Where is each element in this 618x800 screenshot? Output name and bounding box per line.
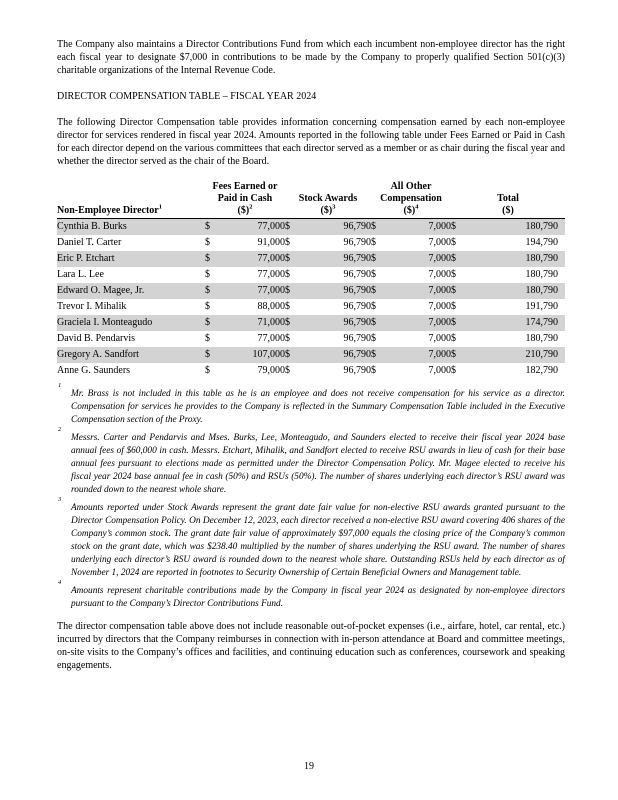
footnote-ref-4: 4 [415, 203, 419, 211]
currency-symbol: $ [285, 269, 290, 280]
currency-symbol: $ [371, 333, 376, 344]
other-compensation-value: 7,000 [428, 317, 451, 328]
section-heading: DIRECTOR COMPENSATION TABLE – FISCAL YEAR 2024 [57, 91, 317, 102]
intro-paragraph: The Company also maintains a Director Contributions Fund from which each incumbent non-employee director has the right each fiscal year to designate $7,000 in contributions to be made by the Company to properly qualified Section 501(c)(3) charitable organizations of the Internal Revenue Code. [57, 39, 565, 76]
director-name: Eric P. Etchart [57, 253, 115, 264]
other-compensation-value: 7,000 [428, 253, 451, 264]
currency-symbol: $ [205, 333, 210, 344]
table-row [57, 347, 565, 363]
footnote-ref-2: 2 [249, 203, 253, 211]
total-value: 180,790 [525, 333, 558, 344]
stock-awards-value: 96,790 [343, 317, 371, 328]
fees-value: 77,000 [257, 285, 285, 296]
director-compensation-table [57, 181, 565, 379]
stock-awards-value: 96,790 [343, 285, 371, 296]
currency-symbol: $ [285, 221, 290, 232]
footnotes-section [57, 382, 565, 611]
currency-symbol: $ [371, 285, 376, 296]
currency-symbol: $ [285, 317, 290, 328]
column-header-director [57, 181, 205, 219]
footnote-ref-1: 1 [158, 203, 162, 211]
currency-symbol: $ [285, 301, 290, 312]
total-value: 210,790 [525, 349, 558, 360]
fees-value: 77,000 [257, 269, 285, 280]
stock-awards-value: 96,790 [343, 301, 371, 312]
director-name: Daniel T. Carter [57, 237, 122, 248]
currency-symbol: $ [205, 253, 210, 264]
fees-value: 77,000 [257, 253, 285, 264]
director-name: Trevor I. Mihalik [57, 301, 127, 312]
currency-symbol: $ [371, 317, 376, 328]
table-row [57, 267, 565, 283]
currency-symbol: $ [285, 253, 290, 264]
closing-paragraph: The director compensation table above does not include reasonable out-of-pocket expenses (i.e., airfare, hotel, car rental, etc.) incurred by directors that the Company reimburses in connection with in-person attendance at Board and committee meetings, on-site visits to the Company’s offices and facilities, and continuing education such as conferences, coursework and speaking engagements. [57, 621, 565, 671]
column-header-director-label: Non-Employee Director [57, 205, 159, 216]
currency-symbol: $ [205, 237, 210, 248]
currency-symbol: $ [285, 285, 290, 296]
table-intro-paragraph: The following Director Compensation table provides information concerning compensation earned by each non-employee director for services rendered in fiscal year 2024. Amounts reported in the following table under Fees Earned or Paid in Cash for each director depend on the various committees that each director served as a member or as chair during the fiscal year and whether the director served as the chair of the Board. [57, 117, 565, 167]
currency-symbol: $ [371, 237, 376, 248]
column-header-stock-awards: Stock Awards ($)$^3$ [285, 181, 371, 219]
footnote-text: Amounts represent charitable contributions made by the Company in fiscal year 2024 as designated by non-employee directors pursuant to the Company’s Director Contributions Fund. [71, 586, 565, 609]
footnote-text: Mr. Brass is not included in this table as he is an employee and does not receive compensation for his service as a director. Compensation for services he provides to the Company is reflected in the Summary Compensation Table included in the Executive Compensation section of the Proxy. [71, 389, 565, 425]
stock-awards-value: 96,790 [343, 269, 371, 280]
other-compensation-value: 7,000 [428, 301, 451, 312]
footnote-2: 2 Messrs. Carter and Pendarvis and Mses. Burks, Lee, Monteagudo, and Saunders elected to receive their fiscal year 2024 base annual fees of $60,000 in cash. Messrs. Etchart, Mihalik, and Sandfort elected to receive RSU awards in lieu of cash for their base annual fees pursuant to elections made as permitted under the Director Compensation Policy. Mr. Magee elected to receive his fiscal year 2024 base annual fee in cash (50%) and RSUs (50%). The number of shares underlying each director’s RSU award was rounded down to the nearest whole share. [58, 426, 565, 495]
director-name: Edward O. Magee, Jr. [57, 285, 145, 296]
table-row [57, 299, 565, 315]
table-row [57, 235, 565, 251]
other-compensation-value: 7,000 [428, 333, 451, 344]
column-header-fees: Fees Earned or Paid in Cash ($)$^2$ [205, 181, 285, 219]
footnote-1: 1 Mr. Brass is not included in this table as he is an employee and does not receive compensation for his service as a director. Compensation for services he provides to the Company is reflected in the Summary Compensation Table included in the Executive Compensation section of the Proxy. [58, 382, 565, 425]
other-compensation-value: 7,000 [428, 285, 451, 296]
total-value: 180,790 [525, 253, 558, 264]
currency-symbol: $ [451, 237, 456, 248]
footnote-text: Amounts reported under Stock Awards represent the grant date fair value for non-elective RSU awards granted pursuant to the Director Compensation Policy. On December 12, 2023, each director received a non-elective RSU award covering 406 shares of the Company’s common stock. The grant date fair value of approximately $97,000 equals the closing price of the Company’s common stock on the grant date, which was $238.40 multiplied by the number of shares underlying the RSU award. The number of shares underlying each director’s RSU award is rounded down to the nearest whole share. Outstanding RSUs held by each director as of November 1, 2024 are reported in footnotes to Security Ownership of Certain Beneficial Owners and Management table. [71, 503, 565, 578]
fees-value: 91,000 [257, 237, 285, 248]
stock-awards-value: 96,790 [343, 237, 371, 248]
currency-symbol: $ [451, 253, 456, 264]
currency-symbol: $ [451, 301, 456, 312]
footnote-3: 3 Amounts reported under Stock Awards represent the grant date fair value for non-elective RSU awards granted pursuant to the Director Compensation Policy. On December 12, 2023, each director received a non-elective RSU award covering 406 shares of the Company’s common stock. The grant date fair value of approximately $97,000 equals the closing price of the Company’s common stock on the grant date, which was $238.40 multiplied by the number of shares underlying the RSU award. The number of shares underlying each director’s RSU award is rounded down to the nearest whole share. Outstanding RSUs held by each director as of November 1, 2024 are reported in footnotes to Security Ownership of Certain Beneficial Owners and Management table. [58, 496, 565, 578]
currency-symbol: $ [205, 221, 210, 232]
footnote-text: Messrs. Carter and Pendarvis and Mses. Burks, Lee, Monteagudo, and Saunders elected to receive their fiscal year 2024 base annual fees of $60,000 in cash. Messrs. Etchart, Mihalik, and Sandfort elected to receive RSU awards in lieu of cash for their base annual fees pursuant to elections made as permitted under the Director Compensation Policy. Mr. Magee elected to receive his fiscal year 2024 base annual fee in cash (50%) and RSUs (50%). The number of shares underlying each director’s RSU award was rounded down to the nearest whole share. [71, 433, 565, 495]
total-value: 174,790 [525, 317, 558, 328]
fees-value: 88,000 [257, 301, 285, 312]
currency-symbol: $ [205, 349, 210, 360]
currency-symbol: $ [205, 317, 210, 328]
currency-symbol: $ [205, 269, 210, 280]
stock-awards-value: 96,790 [343, 349, 371, 360]
stock-awards-value: 96,790 [343, 333, 371, 344]
director-name: David B. Pendarvis [57, 333, 136, 344]
currency-symbol: $ [451, 221, 456, 232]
currency-symbol: $ [371, 221, 376, 232]
total-value: 191,790 [525, 301, 558, 312]
stock-awards-value: 96,790 [343, 365, 371, 376]
footnote-4: 4 Amounts represent charitable contributions made by the Company in fiscal year 2024 as designated by non-employee directors pursuant to the Company’s Director Contributions Fund. [58, 579, 565, 609]
table-row [57, 331, 565, 347]
currency-symbol: $ [285, 237, 290, 248]
currency-symbol: $ [205, 285, 210, 296]
other-compensation-value: 7,000 [428, 237, 451, 248]
currency-symbol: $ [451, 285, 456, 296]
table-row [57, 219, 565, 236]
table-row [57, 315, 565, 331]
currency-symbol: $ [371, 349, 376, 360]
director-name: Gregory A. Sandfort [57, 349, 139, 360]
currency-symbol: $ [371, 253, 376, 264]
table-row [57, 363, 565, 379]
currency-symbol: $ [451, 365, 456, 376]
currency-symbol: $ [371, 365, 376, 376]
fees-value: 77,000 [257, 221, 285, 232]
currency-symbol: $ [451, 333, 456, 344]
total-value: 182,790 [525, 365, 558, 376]
fees-value: 77,000 [257, 333, 285, 344]
fees-value: 71,000 [257, 317, 285, 328]
currency-symbol: $ [451, 317, 456, 328]
currency-symbol: $ [371, 269, 376, 280]
column-header-other-compensation: All Other Compensation ($)$^4$ [371, 181, 451, 219]
currency-symbol: $ [205, 365, 210, 376]
fees-value: 79,000 [257, 365, 285, 376]
footnote-ref-3: 3 [332, 203, 336, 211]
total-value: 180,790 [525, 269, 558, 280]
other-compensation-value: 7,000 [428, 221, 451, 232]
currency-symbol: $ [371, 301, 376, 312]
page-number: 19 [304, 761, 314, 772]
column-header-total: Total ($) [451, 181, 565, 219]
table-header-row [57, 181, 565, 219]
total-value: 180,790 [525, 221, 558, 232]
other-compensation-value: 7,000 [428, 365, 451, 376]
director-name: Cynthia B. Burks [57, 221, 127, 232]
director-name: Graciela I. Monteagudo [57, 317, 153, 328]
director-name: Anne G. Saunders [57, 365, 131, 376]
currency-symbol: $ [285, 365, 290, 376]
stock-awards-value: 96,790 [343, 253, 371, 264]
director-name: Lara L. Lee [57, 269, 104, 280]
other-compensation-value: 7,000 [428, 349, 451, 360]
currency-symbol: $ [285, 333, 290, 344]
table-row [57, 251, 565, 267]
total-value: 180,790 [525, 285, 558, 296]
total-value: 194,790 [525, 237, 558, 248]
other-compensation-value: 7,000 [428, 269, 451, 280]
stock-awards-value: 96,790 [343, 221, 371, 232]
table-row [57, 283, 565, 299]
currency-symbol: $ [205, 301, 210, 312]
fees-value: 107,000 [252, 349, 285, 360]
currency-symbol: $ [285, 349, 290, 360]
currency-symbol: $ [451, 269, 456, 280]
currency-symbol: $ [451, 349, 456, 360]
